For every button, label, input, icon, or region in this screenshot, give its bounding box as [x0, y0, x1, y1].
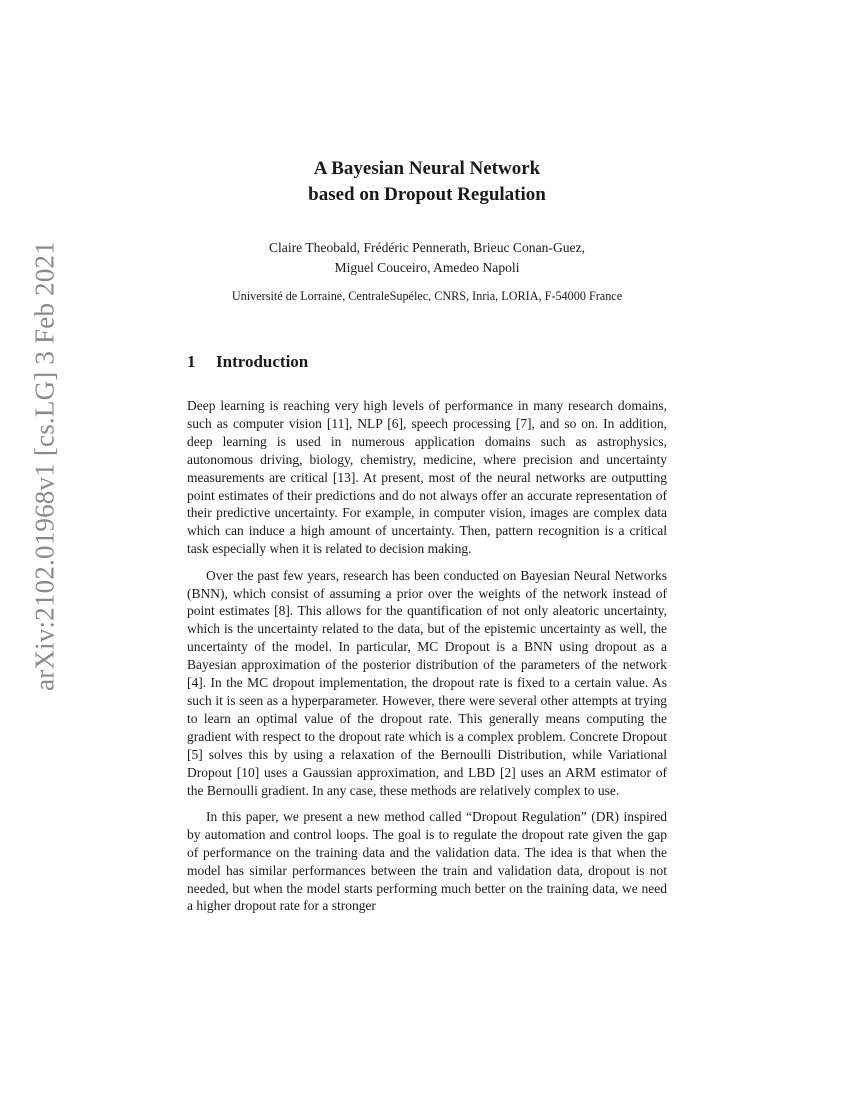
paragraph-3: In this paper, we present a new method called “Dropout Regulation” (DR) inspired by automation and control loops. The goal is to regulate the dropout rate given the gap of performance on the training data and the validation data. The idea is that when the model has similar performances between the train and validation data, dropout is not needed, but when the model starts performing much better on the training data, we need a higher dropout rate for a stronger: [187, 808, 667, 914]
section-title: Introduction: [216, 352, 309, 371]
title-line-1: A Bayesian Neural Network: [313, 158, 541, 179]
section-number: 1: [187, 352, 196, 371]
section-heading-introduction: [187, 351, 667, 373]
body-text: [187, 397, 667, 924]
author-list: [187, 238, 667, 278]
paragraph-2: Over the past few years, research has been conducted on Bayesian Neural Networks (BNN), which consist of assuming a prior over the weights of the network instead of point estimates [8]. This allows for the quantification of not only aleatoric uncertainty, which is the uncertainty related to the data, but of the epistemic uncertainty as well, the uncertainty of the model. In particular, MC Dropout is a BNN using dropout as a Bayesian approximation of the posterior distribution of the parameters of the network [4]. In the MC dropout implementation, the dropout rate is fixed to a certain value. As such it is seen as a hyperparameter. However, there were several other attempts at trying to learn an optimal value of the dropout rate. This generally means computing the gradient with respect to the dropout rate which is a complex problem. Concrete Dropout [5] solves this by using a relaxation of the Bernoulli Distribution, while Variational Dropout [10] uses a Gaussian approximation, and LBD [2] uses an ARM estimator of the Bernoulli gradient. In any case, these methods are relatively complex to use.: [187, 567, 667, 798]
paragraph-1: Deep learning is reaching very high levels of performance in many research domains, such as computer vision [11], NLP [6], speech processing [7], and so on. In addition, deep learning is used in numerous application domains such as astrophysics, autonomous driving, biology, chemistry, medicine, where precision and uncertainty measurements are critical [13]. At present, most of the neural networks are outputting point estimates of their predictions and do not always offer an accurate representation of their predictive uncertainty. For example, in computer vision, images are complex data which can induce a high amount of uncertainty. Then, pattern recognition is a critical task especially when it is related to decision making.: [187, 398, 667, 557]
authors-line-1: Claire Theobald, Frédéric Pennerath, Brieuc Conan-Guez,: [268, 240, 586, 255]
paper-title: [187, 156, 667, 208]
title-line-2: based on Dropout Regulation: [308, 184, 546, 205]
affiliation: Université de Lorraine, CentraleSupélec, CNRS, Inria, LORIA, F-54000 France: [231, 289, 623, 303]
authors-line-2: Miguel Couceiro, Amedeo Napoli: [334, 260, 520, 275]
arxiv-identifier-stamp: arXiv:2102.01968v1 [cs.LG] 3 Feb 2021: [29, 241, 60, 691]
